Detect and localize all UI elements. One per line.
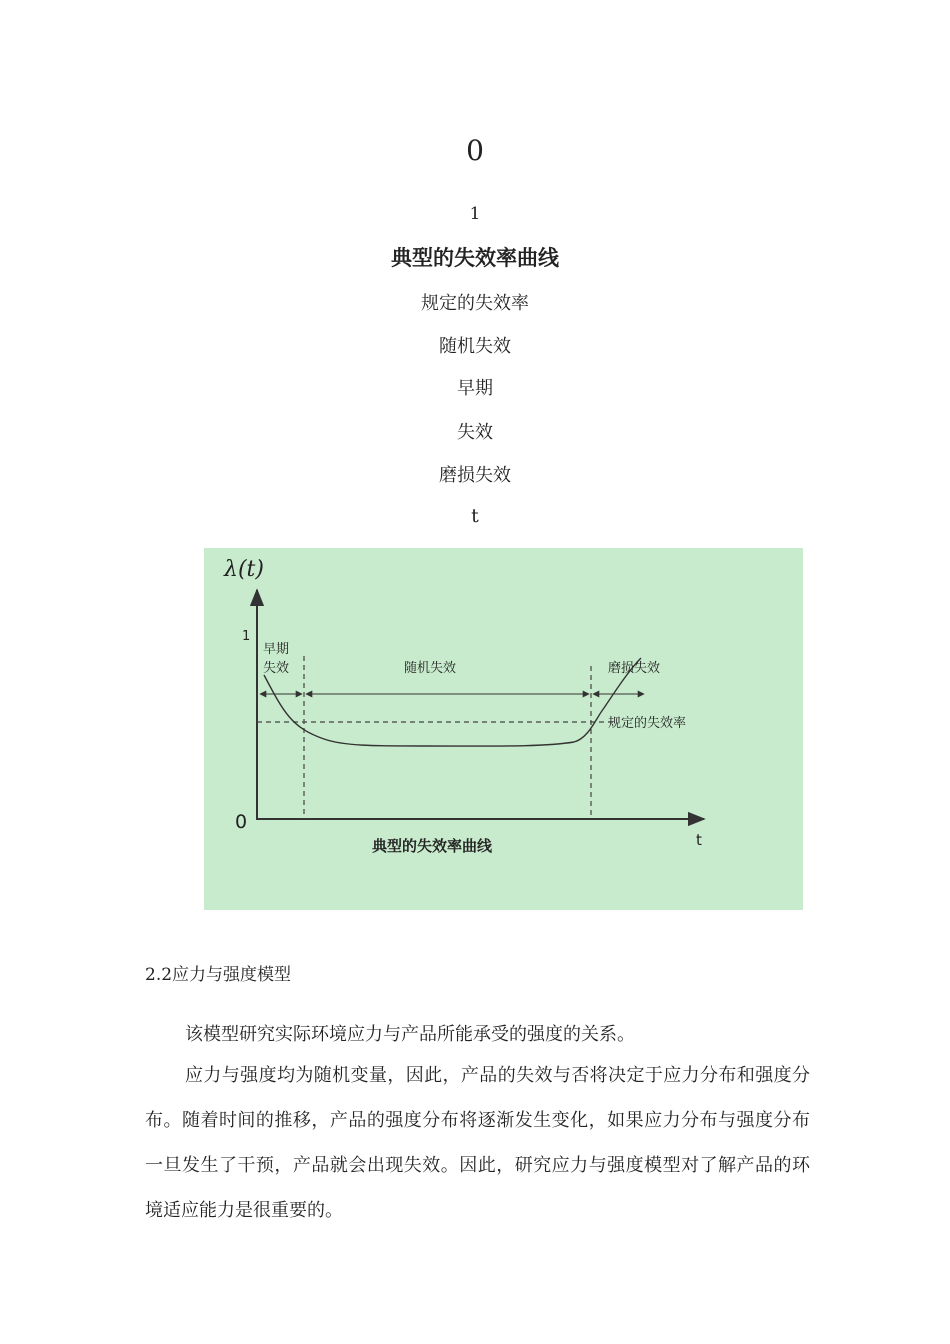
early-label-line1: 早期 [263, 642, 290, 657]
origin-label: 0 [235, 811, 248, 833]
figure-background [204, 548, 803, 910]
specified-rate-label: 规定的失效率 [608, 716, 687, 731]
random-label: 随机失效 [404, 661, 457, 676]
figure-title: 典型的失效率曲线 [391, 246, 559, 270]
bathtub-curve-svg [204, 548, 803, 910]
wearout-label: 磨损失效 [608, 661, 661, 676]
y-axis-label: λ(t) [224, 557, 264, 582]
text-wearout: 磨损失效 [439, 465, 511, 486]
bathtub-curve-figure [204, 548, 803, 910]
number-one: 1 [469, 204, 481, 224]
text-rate: 规定的失效率 [421, 293, 529, 314]
early-label-line2: 失效 [263, 661, 290, 676]
figure-caption: 典型的失效率曲线 [372, 837, 493, 855]
text-early-1: 早期 [457, 378, 493, 399]
tick-one-label: 1 [242, 629, 251, 644]
section-heading: 2.2应力与强度模型 [145, 965, 292, 985]
text-t: t [471, 505, 479, 527]
text-early-2: 失效 [457, 422, 493, 443]
paragraph-2: 应力与强度均为随机变量，因此，产品的失效与否将决定于应力分布和强度分布。随着时间的推移，产品的强度分布将逐渐发生变化，如果应力分布与强度分布一旦发生了干预，产品就会出现失效。因此，研究应力与强度模型对了解产品的环境适应能力是很重要的。 [145, 1065, 810, 1221]
x-axis-label: t [696, 831, 702, 849]
paragraph-1: 该模型研究实际环境应力与产品所能承受的强度的关系。 [185, 1024, 635, 1045]
number-zero: 0 [466, 134, 484, 167]
text-random: 随机失效 [439, 336, 511, 357]
